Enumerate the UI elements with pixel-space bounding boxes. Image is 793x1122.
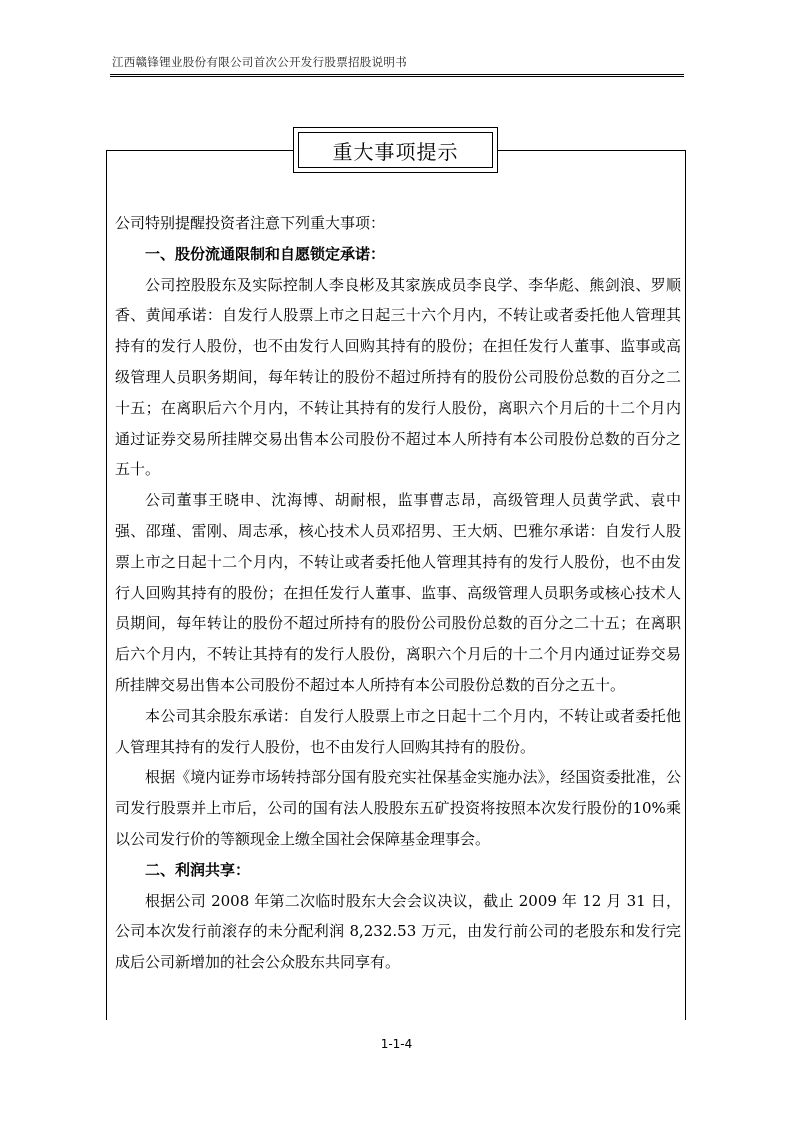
header-rule xyxy=(110,74,684,75)
paragraph-controlling-shareholder: 公司控股股东及实际控制人李良彬及其家族成员李良学、李华彪、熊剑浪、罗顺香、黄闻承诺：自发行人股票上市之日起三十六个月内，不转让或者委托他人管理其持有的发行人股份，也不由发行人回购其持有的股份；在担任发行人董事、监事或高级管理人员职务期间，每年转让的股份不超过所持有的股份公司股份总数的百分之二十五；在离职后六个月内，不转让其持有的发行人股份，离职六个月后的十二个月内通过证券交易所挂牌交易出售本公司股份不超过本人所持有本公司股份总数的百分之五十。 xyxy=(115,275,681,479)
paragraph-other-shareholders: 本公司其余股东承诺：自发行人股票上市之日起十二个月内，不转让或者委托他人管理其持有的发行人股份，也不由发行人回购其持有的股份。 xyxy=(115,706,681,756)
page-number: 1-1-4 xyxy=(380,1037,413,1051)
document-body xyxy=(115,208,681,978)
header-rule-double xyxy=(110,76,684,77)
paragraph-retained-profit: 根据公司 2008 年第二次临时股东大会会议决议，截止 2009 年 12 月 31 日，公司本次发行前滚存的未分配利润 8,232.53 万元，由发行前公司的老股东和发行完成后公司新增加的社会公众股东共同享有。 xyxy=(115,891,681,972)
document-header: 江西赣锋锂业股份有限公司首次公开发行股票招股说明书 xyxy=(112,55,407,69)
intro-paragraph: 公司特别提醒投资者注意下列重大事项： xyxy=(115,214,386,232)
heading-share-lockup: 一、股份流通限制和自愿锁定承诺： xyxy=(145,244,386,263)
heading-profit-sharing: 二、利润共享： xyxy=(145,860,251,879)
section-title-box xyxy=(293,127,498,173)
paragraph-directors-commitment: 公司董事王晓申、沈海博、胡耐根，监事曹志昂，高级管理人员黄学武、袁中强、邵瑾、雷刚、周志承，核心技术人员邓招男、王大炳、巴雅尔承诺：自发行人股票上市之日起十二个月内，不转让或者委托他人管理其持有的发行人股份，也不由发行人回购其持有的股份；在担任发行人董事、监事、高级管理人员职务或核心技术人员期间，每年转让的股份不超过所持有的股份公司股份总数的百分之二十五；在离职后六个月内，不转让其持有的发行人股份，离职六个月后的十二个月内通过证券交易所挂牌交易出售本公司股份不超过本人所持有本公司股份总数的百分之五十。 xyxy=(115,491,681,694)
paragraph-state-owned-transfer: 根据《境内证券市场转持部分国有股充实社保基金实施办法》，经国资委批准，公司发行股票并上市后，公司的国有法人股股东五矿投资将按照本次发行股份的10%乘以公司发行价的等额现金上缴全国社会保障基金理事会。 xyxy=(115,768,681,848)
section-title: 重大事项提示 xyxy=(298,132,493,168)
